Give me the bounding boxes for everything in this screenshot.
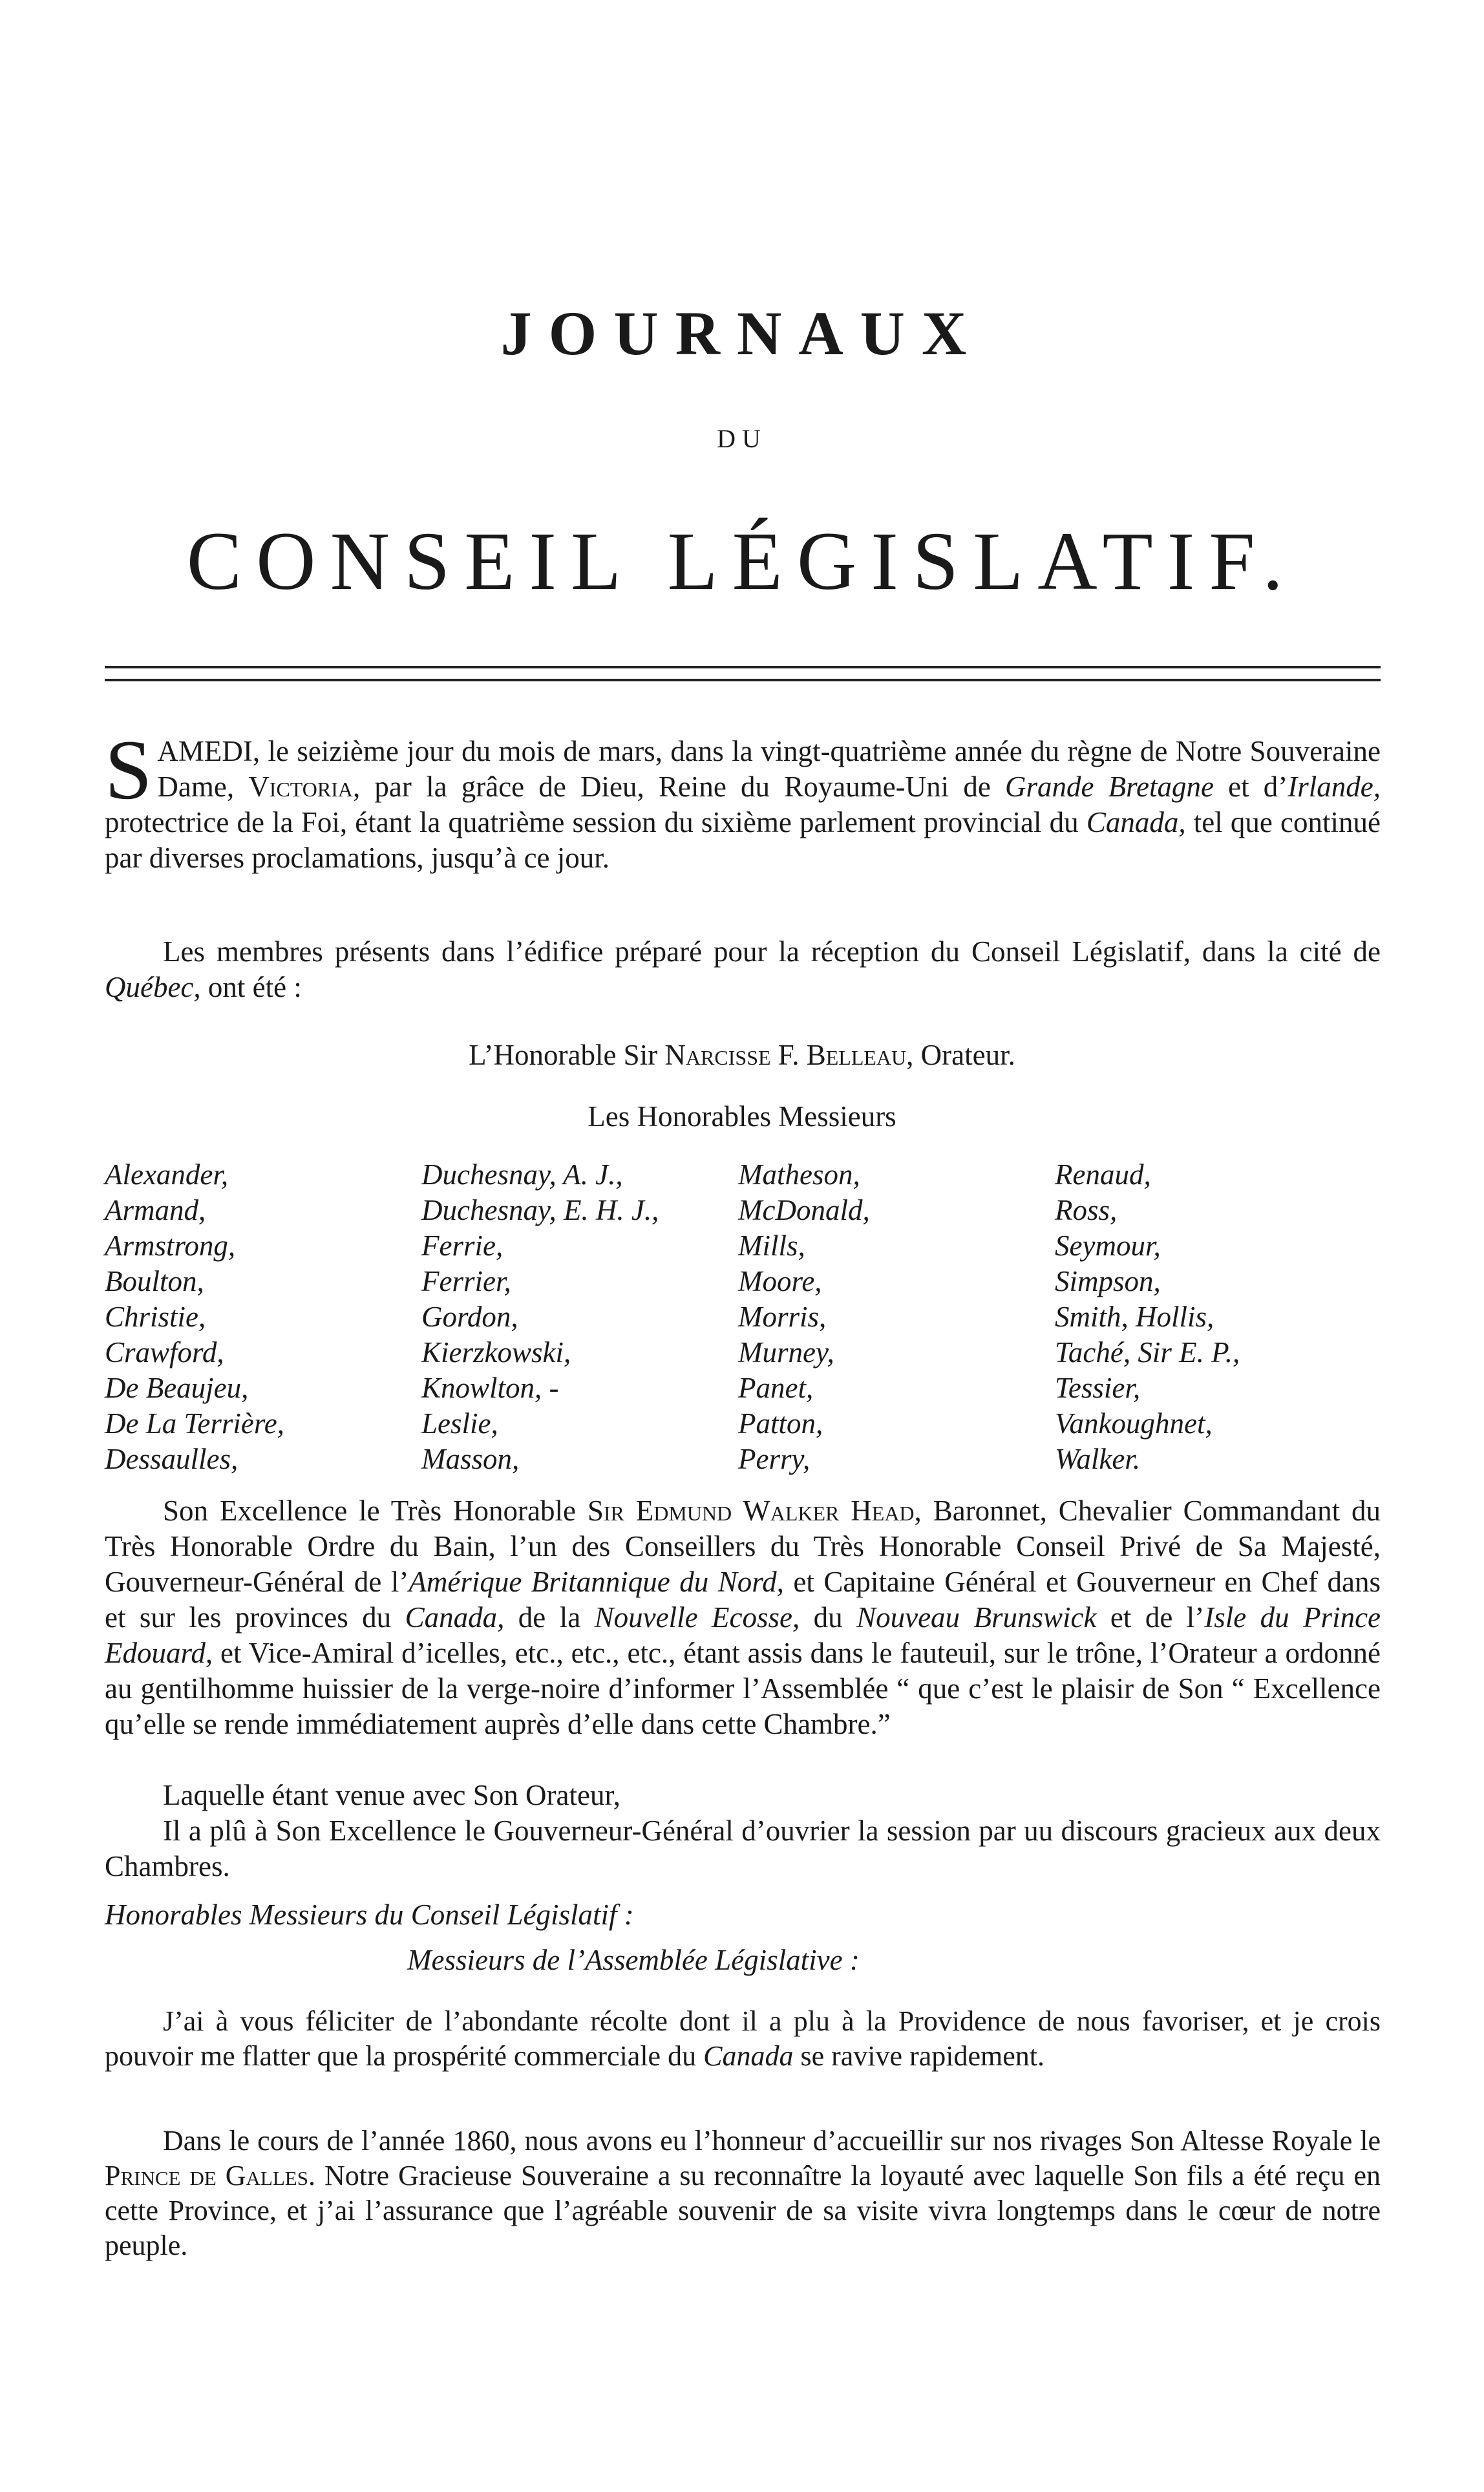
double-rule-top xyxy=(105,666,1381,668)
opening-text-1: AMEDI, le seizième jour du mois de mars, dans la vingt-quatrième année du règne de Notre Souveraine Dame, xyxy=(157,735,1381,803)
members-list xyxy=(105,1157,1381,1477)
quebec: Québec, xyxy=(105,971,201,1003)
speaker-name: Narcisse F. Belleau, xyxy=(664,1039,914,1071)
member-name: Matheson, xyxy=(738,1158,860,1191)
member-name: Knowlton, - xyxy=(421,1372,559,1404)
members-column-3 xyxy=(738,1157,1055,1477)
laquelle-paragraph: Laquelle étant venue avec Son Orateur, xyxy=(163,1779,620,1811)
address-council: Honorables Messieurs du Conseil Législatif : xyxy=(105,1899,634,1931)
member-name: Moore, xyxy=(738,1265,822,1297)
speech-1-text-1: J’ai à vous féliciter de l’abondante récolte dont il a plu à la Providence de nous favoriser, et je crois pouvoir me flatter que la prospérité commerciale du xyxy=(105,2005,1381,2072)
member-name: Kierzkowski, xyxy=(421,1336,571,1368)
opening-text-3: et d’ xyxy=(1213,771,1288,803)
member-name: Duchesnay, A. J., xyxy=(421,1158,623,1191)
excellence-paragraph xyxy=(105,1493,1381,1742)
member-name: Smith, Hollis, xyxy=(1055,1301,1214,1333)
title-journaux: JOURNAUX xyxy=(500,299,984,368)
member-name: Alexander, xyxy=(105,1158,229,1191)
canada-2: Canada, xyxy=(405,1601,505,1634)
member-name: Panet, xyxy=(738,1372,814,1404)
member-name: Christie, xyxy=(105,1301,206,1333)
member-name: Armand, xyxy=(105,1194,206,1226)
member-name: Crawford, xyxy=(105,1336,224,1368)
speech-2-text-1: Dans le cours de l’année 1860, nous avons eu l’honneur d’accueillir sur nos rivages Son Altesse Royale le xyxy=(163,2125,1381,2157)
excellence-text-5: du xyxy=(800,1601,857,1634)
prince-de-galles: Prince de Galles. xyxy=(105,2160,315,2191)
members-intro-paragraph xyxy=(105,934,1381,1005)
nouveau-brunswick: Nouveau Brunswick xyxy=(856,1601,1097,1634)
member-name: Gordon, xyxy=(421,1301,518,1333)
member-name: Renaud, xyxy=(1055,1158,1151,1191)
speech-paragraph-2 xyxy=(105,2124,1381,2263)
excellence-text-1: Son Excellence le Très Honorable xyxy=(163,1495,588,1527)
member-name: Armstrong, xyxy=(105,1230,236,1262)
member-name: Leslie, xyxy=(421,1407,498,1440)
excellence-text-7: et Vice-Amiral d’icelles, etc., etc., etc., étant assis dans le fauteuil, sur le trône, l’Orateur a ordonné au gentilhomme huissier de la verge-noire d’informer l’Assemblée “ que c’est le plaisir de Son “ Excellence qu’elle se rende immédiatement auprès d’elle dans cette Chambre.” xyxy=(105,1637,1381,1740)
excellence-text-3: et Capitaine Général et Gouverneur en Chef dans et sur les provinces du xyxy=(105,1566,1381,1634)
nouvelle-ecosse: Nouvelle Ecosse, xyxy=(594,1601,800,1634)
member-name: Vankoughnet, xyxy=(1055,1407,1213,1440)
member-name: Seymour, xyxy=(1055,1230,1161,1262)
isle-prince-edouard: Isle du Prince Edouard, xyxy=(105,1601,1381,1669)
speaker-suffix: Orateur. xyxy=(913,1039,1015,1071)
drop-cap: S xyxy=(105,722,153,817)
title-conseil: CONSEIL LÉGISLATIF. xyxy=(186,515,1298,607)
member-name: Mills, xyxy=(738,1230,805,1262)
member-name: De Beaujeu, xyxy=(105,1372,249,1404)
victoria-name: Victoria xyxy=(248,771,353,803)
honorables-heading: Les Honorables Messieurs xyxy=(588,1100,896,1133)
member-name: De La Terrière, xyxy=(105,1407,284,1440)
member-name: Tessier, xyxy=(1055,1372,1141,1404)
opening-text-2: , par la grâce de Dieu, Reine du Royaume-Uni de xyxy=(353,771,1005,803)
member-name: Ferrie, xyxy=(421,1230,504,1262)
member-name: Walker. xyxy=(1055,1443,1141,1475)
members-column-4 xyxy=(1055,1157,1372,1477)
title-du: DU xyxy=(717,424,767,453)
canada-1: Canada, xyxy=(1086,806,1186,838)
members-column-2 xyxy=(421,1157,738,1477)
member-name: McDonald, xyxy=(738,1194,870,1226)
members-intro-text-1: Les membres présents dans l’édifice préparé pour la réception du Conseil Législatif, dans la cité de xyxy=(163,935,1381,968)
governor-name: Sir Edmund Walker Head, xyxy=(587,1495,922,1527)
irlande: Irlande, xyxy=(1288,771,1381,803)
excellence-text-2: Baronnet, Chevalier Commandant du Très Honorable Ordre du Bain, l’un des Conseillers du Très Honorable Conseil Privé de Sa Majesté, Gouverneur-Général de l’ xyxy=(105,1495,1381,1598)
speech-1-text-2: se ravive rapidement. xyxy=(793,2040,1044,2072)
speech-paragraph-1 xyxy=(105,2004,1381,2074)
amerique-britannique: Amérique Britannique du Nord, xyxy=(408,1566,784,1598)
member-name: Boulton, xyxy=(105,1265,204,1297)
member-name: Perry, xyxy=(738,1443,811,1475)
members-column-1 xyxy=(105,1157,421,1477)
member-name: Murney, xyxy=(738,1336,834,1368)
member-name: Simpson, xyxy=(1055,1265,1161,1297)
address-assembly: Messieurs de l’Assemblée Législative : xyxy=(407,1944,860,1976)
opening-paragraph xyxy=(105,722,1381,876)
excellence-text-6: et de l’ xyxy=(1096,1601,1205,1634)
member-name: Morris, xyxy=(738,1301,827,1333)
opening-text-4: protectrice de la Foi, étant la quatrième session du sixième parlement provincial du xyxy=(105,806,1086,838)
member-name: Masson, xyxy=(421,1443,520,1475)
excellence-text-4: de la xyxy=(504,1601,595,1634)
member-name: Duchesnay, E. H. J., xyxy=(421,1194,659,1226)
canada-3: Canada xyxy=(703,2040,794,2072)
member-name: Dessaulles, xyxy=(105,1443,238,1475)
grande-bretagne: Grande Bretagne xyxy=(1005,771,1214,803)
speech-2-text-2: Notre Gracieuse Souveraine a su reconnaître la loyauté avec laquelle Son fils a été reçu en cette Province, et j’ai l’assurance que l’agréable souvenir de sa visite vivra longtemps dans le cœur de notre peuple. xyxy=(105,2160,1381,2261)
opening-text-5: tel que continué par diverses proclamations, jusqu’à ce jour. xyxy=(105,806,1381,874)
speaker-prefix: L’Honorable Sir xyxy=(469,1039,665,1071)
member-name: Taché, Sir E. P., xyxy=(1055,1336,1240,1368)
members-intro-text-2: ont été : xyxy=(200,971,302,1003)
speaker-line xyxy=(0,1038,1484,1073)
member-name: Ferrier, xyxy=(421,1265,511,1297)
double-rule-bottom xyxy=(105,679,1381,681)
member-name: Patton, xyxy=(738,1407,823,1440)
member-name: Ross, xyxy=(1055,1194,1118,1226)
ouvrir-paragraph: Il a plû à Son Excellence le Gouverneur-Général d’ouvrier la session par uu discours gracieux aux deux Chambres. xyxy=(105,1815,1381,1882)
